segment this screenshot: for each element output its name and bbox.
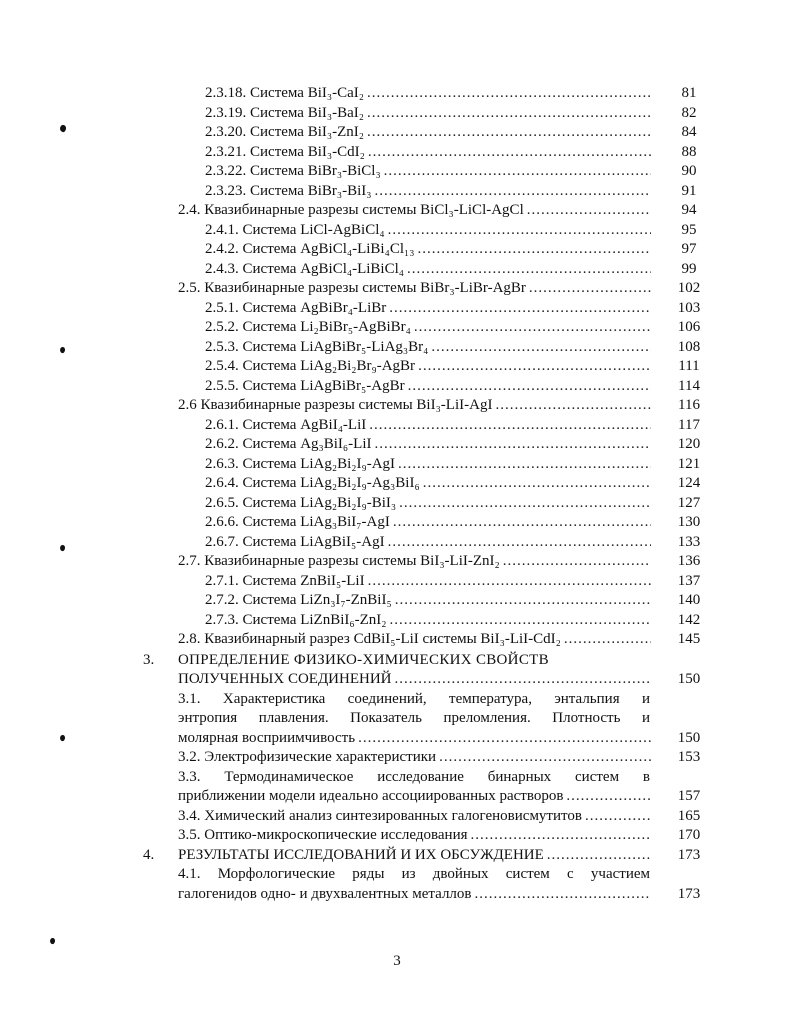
dot-leader [407,260,651,280]
toc-entry-page: 84 [681,124,697,140]
toc-entry-label: 2.4. Квазибинарные разрезы системы BiCl₃-LiCl-AgCl [178,202,524,218]
toc-entry-label: 2.6.1. Система AgBiI₄-LiI [205,416,367,433]
dot-leader [393,513,651,533]
dot-leader [398,455,651,475]
toc-entry-label: 2.3.21. Система BiI₃-CdI₂ [205,143,365,160]
toc-entry-page: 173 [677,885,701,902]
toc-entry-text [205,572,654,592]
dot-leader [529,279,651,299]
toc-text-line: 3.3. Термодинамическое исследование бинарных систем в [178,768,650,785]
toc-entry-text [205,338,654,358]
toc-entry-label: РЕЗУЛЬТАТЫ ИССЛЕДОВАНИЙ И ИХ ОБСУЖДЕНИЕ [178,846,544,863]
toc-entry-text [205,143,654,163]
dot-leader [358,729,651,749]
toc-entry-page: 90 [681,163,697,179]
toc-entry-label: 2.3.22. Система BiBr₃-BiCl₃ [205,163,381,179]
toc-entry-page: 97 [681,241,697,257]
page-number: 3 [393,953,401,969]
toc-entry-page: 130 [677,514,701,530]
toc-entry-label: 2.3.20. Система BiI₃-ZnI₂ [205,124,364,140]
dot-leader [367,84,651,104]
toc-entry-text [178,807,654,827]
toc-entry-text [178,826,654,846]
toc-entry-text [178,748,654,768]
toc-entry-text [178,630,654,650]
toc-entry-page: 106 [677,319,701,335]
toc-entry-text [178,201,654,221]
dot-leader [495,396,651,416]
toc-entry-label: 2.4.2. Система AgBiCl₄-LiBi₄Cl₁₃ [205,241,415,257]
toc-text-line: 4.1. Морфологические ряды из двойных систем с участием [178,866,650,882]
toc-entry-text [205,84,654,104]
dot-leader [431,338,651,358]
toc-entry-label: 2.6.7. Система LiAgBiI₅-AgI [205,533,385,550]
toc-entry-page: 121 [677,455,701,472]
toc-entry-text [205,240,654,260]
toc-entry-text [178,552,654,572]
toc-entry-page: 82 [681,104,697,121]
dot-leader [566,787,651,807]
toc-entry-label: 2.5.5. Система LiAgBiBr₅-AgBr [205,377,405,394]
dot-leader [585,807,651,827]
toc-entry-label: 2.5.4. Система LiAg₂Bi₂Br₉-AgBr [205,358,416,374]
dot-leader [564,630,651,650]
dot-leader [414,318,651,338]
toc-entry-page: 117 [678,416,700,433]
toc-entry-text [205,162,654,182]
toc-entry-text [178,279,654,299]
dot-leader [367,104,651,124]
dot-leader [374,435,651,455]
dot-leader [471,826,651,846]
toc-entry-text [205,494,654,514]
dot-leader [547,846,651,866]
toc-entry-text [178,396,654,416]
dot-leader [423,474,651,494]
toc-entry-page: 120 [677,436,701,452]
toc-entry-page: 153 [677,749,701,765]
dot-leader [527,201,651,221]
toc-entry-page: 173 [677,846,701,863]
toc-entry-text [205,377,654,397]
toc-entry-text [205,318,654,338]
dot-leader [475,885,652,905]
toc-entry-text [178,787,654,807]
toc-entry-label: 2.3.23. Система BiBr₃-BiI₃ [205,182,372,199]
toc-entry-page: 140 [677,592,701,608]
toc-entry-page: 170 [677,827,701,843]
dot-leader [389,299,651,319]
toc-entry-text [205,455,654,475]
toc-entry-text [205,533,654,553]
toc-entry-label: 2.3.18. Система BiI₃-CaI₂ [205,85,364,101]
toc-entry-page: 133 [677,533,701,550]
toc-entry-text [205,474,654,494]
toc-entry-page: 165 [677,807,701,824]
dot-leader [395,591,651,611]
toc-entry-text [205,435,654,455]
dot-leader [399,494,651,514]
toc-entry-page: 103 [677,299,701,316]
toc-entry-label: 2.4.1. Система LiCl-AgBiCl₄ [205,221,385,238]
toc-entry-label: 2.5.3. Система LiAgBiBr₅-LiAg₃Br₄ [205,338,429,355]
dot-leader [439,748,651,768]
toc-entry-text [205,104,654,124]
toc-entry-page: 111 [678,358,700,374]
toc-entry-text [205,260,654,280]
toc-entry-page: 142 [677,611,701,628]
toc-entry-text [205,221,654,241]
dot-leader [417,240,651,260]
toc-entry-label: 2.7.3. Система LiZnBiI₆-ZnI₂ [205,611,387,628]
toc-entry-page: 145 [677,631,701,647]
toc-entry-text [205,357,654,377]
dot-leader [408,377,651,397]
toc-entry-label: 2.5.2. Система Li₂BiBr₅-AgBiBr₄ [205,319,411,335]
toc-entry-label: 3.2. Электрофизические характеристики [178,749,437,765]
toc-entry-text [178,729,654,749]
toc-entry-label: 2.6.5. Система LiAg₂Bi₂I₉-BiI₃ [205,494,397,511]
toc-entry-label: молярная восприимчивость [178,729,356,746]
toc-entry-page: 99 [681,260,697,277]
toc-entry-label: 2.6.2. Система Ag₃BiI₆-LiI [205,436,372,452]
dot-leader [368,143,651,163]
chapter-number: 3. [143,651,155,668]
toc-entry-label: ПОЛУЧЕННЫХ СОЕДИНЕНИЙ [178,671,392,687]
toc-entry-text [178,846,654,866]
toc-entry-text [205,591,654,611]
toc-entry-label: 2.5.1. Система AgBiBr₄-LiBr [205,299,387,316]
toc-entry-text [205,182,654,202]
toc-entry-page: 127 [677,494,701,511]
toc-entry-label: 2.3.19. Система BiI₃-BaI₂ [205,104,364,121]
dot-leader [503,552,651,572]
toc-entry-text [205,299,654,319]
toc-entry-page: 150 [677,671,701,687]
toc-entry-label: 3.4. Химический анализ синтезированных галогеновисмутитов [178,807,582,824]
dot-leader [367,123,651,143]
toc-entry-page: 150 [677,729,701,746]
toc-entry-label: 2.6.3. Система LiAg₂Bi₂I₉-AgI [205,455,396,472]
dot-leader [384,162,651,182]
dot-leader [389,611,651,631]
toc-entry-label: 2.6.4. Система LiAg₂Bi₂I₉-Ag₃BiI₆ [205,475,420,491]
toc-entry-label: 2.7.2. Система LiZn₃I₇-ZnBiI₅ [205,592,392,608]
chapter-number: 4. [143,846,155,863]
toc-entry-text [205,123,654,143]
toc-entry-page: 136 [677,553,701,569]
toc-entry-page: 88 [681,143,697,160]
toc-entry-label: 2.7.1. Система ZnBiI₅-LiI [205,572,365,589]
dot-leader [418,357,651,377]
toc-entry-label: 3.5. Оптико-микроскопические исследования [178,827,468,843]
toc-entry-page: 157 [677,788,701,804]
toc-entry-text [178,670,654,690]
toc-entry-page: 114 [678,377,700,394]
toc-entry-page: 81 [681,85,697,101]
toc-entry-label: приближении модели идеально ассоциированных растворов [178,788,564,804]
dot-leader [395,670,651,690]
toc-entry-text [205,611,654,631]
toc-entry-page: 116 [678,397,700,413]
toc-entry-page: 91 [681,182,697,199]
dot-leader [369,416,651,436]
toc-entry-page: 95 [681,221,697,238]
dot-leader [368,572,651,592]
dot-leader [388,533,651,553]
toc-entry-page: 137 [677,572,701,589]
toc-entry-page: 124 [677,475,701,491]
toc-entry-page: 94 [681,202,697,218]
toc-entry-label: 2.5. Квазибинарные разрезы системы BiBr₃-LiBr-AgBr [178,280,526,296]
toc-entry-label: 2.8. Квазибинарный разрез CdBiI₅-LiI системы BiI₃-LiI-CdI₂ [178,631,561,647]
chapter-title: ОПРЕДЕЛЕНИЕ ФИЗИКО-ХИМИЧЕСКИХ СВОЙСТВ [178,651,549,668]
toc-entry-text [178,885,654,905]
toc-entry-label: галогенидов одно- и двухвалентных металлов [178,885,472,902]
toc-text-line: 3.1. Характеристика соединений, температура, энтальпия и [178,690,650,707]
toc-entry-page: 108 [677,338,701,355]
toc-text-line: энтропия плавления. Показатель преломления. Плотность и [178,710,650,726]
toc-entry-text [205,416,654,436]
dot-leader [375,182,652,202]
toc-entry-text [205,513,654,533]
toc-entry-page: 102 [677,280,701,296]
toc-entry-label: 2.6.6. Система LiAg₃BiI₇-AgI [205,514,390,530]
toc-entry-label: 2.4.3. Система AgBiCl₄-LiBiCl₄ [205,260,405,277]
dot-leader [388,221,651,241]
toc-entry-label: 2.7. Квазибинарные разрезы системы BiI₃-LiI-ZnI₂ [178,553,500,569]
toc-entry-label: 2.6 Квазибинарные разрезы системы BiI₃-LiI-AgI [178,397,493,413]
